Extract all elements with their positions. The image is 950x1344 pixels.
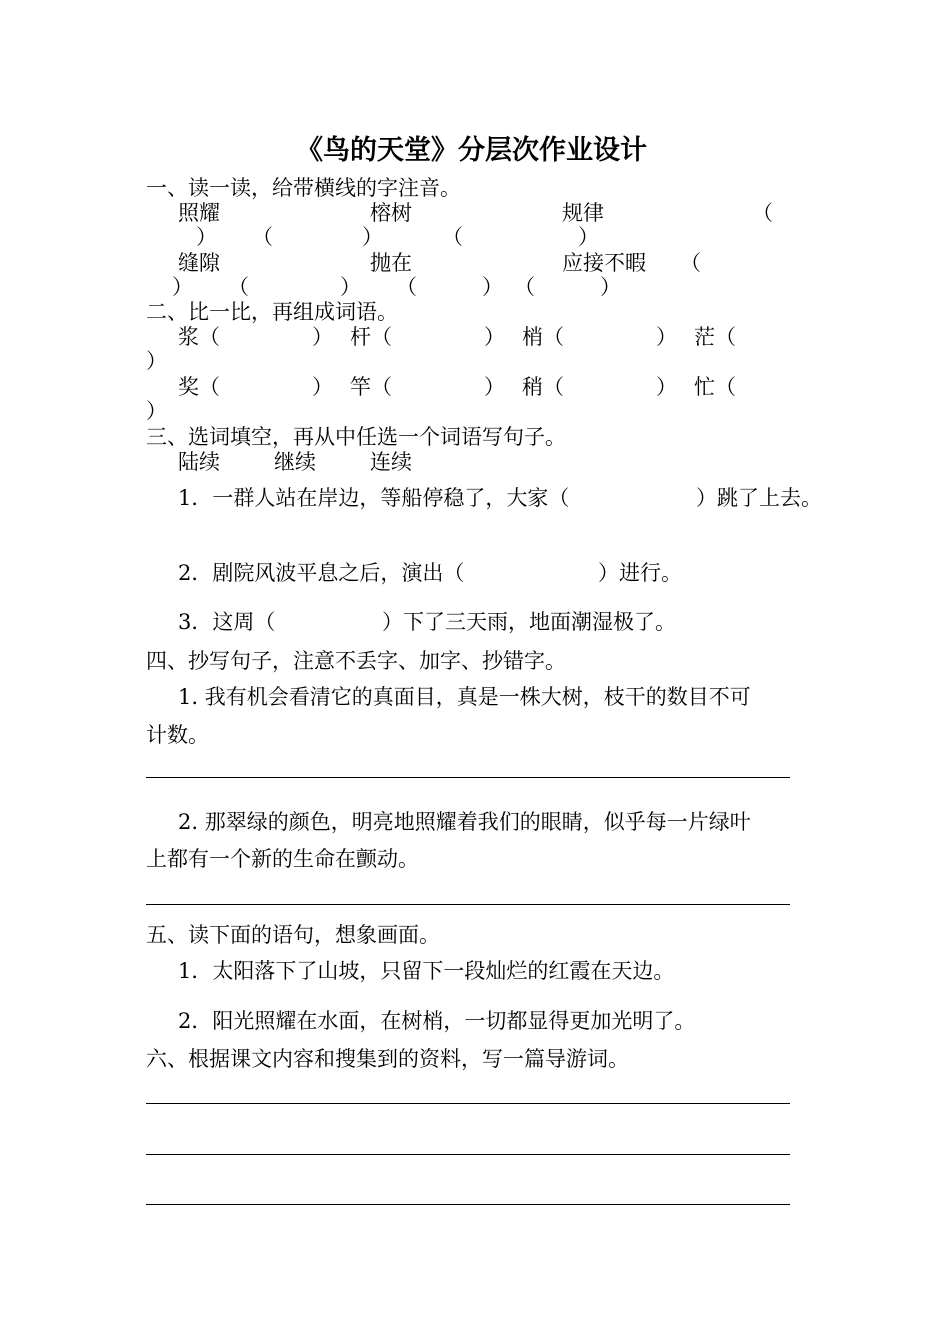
section-1-heading: 一、读一读，给带横线的字注音。 bbox=[146, 176, 461, 200]
word: 抛在 bbox=[370, 251, 412, 275]
choice-word: 连续 bbox=[370, 450, 412, 474]
word: 榕树 bbox=[370, 201, 412, 225]
answer-line[interactable] bbox=[146, 1204, 790, 1205]
sentence: 2．阳光照耀在水面，在树梢，一切都显得更加光明了。 bbox=[178, 1009, 696, 1033]
question-text: 1．一群人站在岸边，等船停稳了，大家（ bbox=[178, 486, 570, 510]
char-item: 浆（ bbox=[178, 325, 220, 349]
paren: （ bbox=[514, 275, 535, 299]
question-text: ）进行。 bbox=[598, 561, 682, 585]
char-item: 杆（ bbox=[350, 325, 392, 349]
paren: ） bbox=[484, 325, 505, 349]
answer-line[interactable] bbox=[146, 1154, 790, 1155]
sentence: 1．太阳落下了山坡，只留下一段灿烂的红霞在天边。 bbox=[178, 959, 675, 983]
section-5-heading: 五、读下面的语句，想象画面。 bbox=[146, 923, 440, 947]
paren: （ bbox=[680, 251, 701, 275]
section-6-heading: 六、根据课文内容和搜集到的资料，写一篇导游词。 bbox=[146, 1047, 629, 1071]
word: 规律 bbox=[562, 201, 604, 225]
paren: ） bbox=[172, 275, 193, 299]
answer-line[interactable] bbox=[146, 904, 790, 905]
question-text: 3．这周（ bbox=[178, 610, 276, 634]
page-title: 《鸟的天堂》分层次作业设计 bbox=[296, 135, 647, 166]
char-item: 茫（ bbox=[694, 325, 736, 349]
paren: （ bbox=[228, 275, 249, 299]
paren: ） bbox=[196, 225, 217, 249]
word: 应接不暇 bbox=[562, 251, 646, 275]
char-item: 竿（ bbox=[350, 375, 392, 399]
paren: ） bbox=[312, 375, 333, 399]
char-item: 奖（ bbox=[178, 375, 220, 399]
word: 缝隙 bbox=[178, 251, 220, 275]
sentence: 2. 那翠绿的颜色，明亮地照耀着我们的眼睛，似乎每一片绿叶 bbox=[178, 810, 751, 834]
answer-line[interactable] bbox=[146, 1103, 790, 1104]
paren: ） bbox=[484, 375, 505, 399]
paren: ） bbox=[362, 225, 383, 249]
sentence: 计数。 bbox=[146, 723, 209, 747]
char-item: 稍（ bbox=[522, 375, 564, 399]
choice-word: 继续 bbox=[274, 450, 316, 474]
section-2-heading: 二、比一比，再组成词语。 bbox=[146, 300, 398, 324]
answer-line[interactable] bbox=[146, 777, 790, 778]
section-3-heading: 三、选词填空，再从中任选一个词语写句子。 bbox=[146, 425, 566, 449]
char-item: 梢（ bbox=[522, 325, 564, 349]
paren: ） bbox=[578, 225, 599, 249]
paren: ） bbox=[312, 325, 333, 349]
paren: ） bbox=[482, 275, 503, 299]
sentence: 上都有一个新的生命在颤动。 bbox=[146, 847, 419, 871]
question-text: ）跳了上去。 bbox=[696, 486, 822, 510]
sentence: 1. 我有机会看清它的真面目，真是一株大树，枝干的数目不可 bbox=[178, 685, 751, 709]
paren: ） bbox=[656, 375, 677, 399]
char-item: 忙（ bbox=[694, 375, 736, 399]
paren: ） bbox=[146, 399, 167, 423]
question-text: ）下了三天雨，地面潮湿极了。 bbox=[382, 610, 676, 634]
choice-word: 陆续 bbox=[178, 450, 220, 474]
paren: （ bbox=[442, 225, 463, 249]
word: 照耀 bbox=[178, 201, 220, 225]
section-4-heading: 四、抄写句子，注意不丢字、加字、抄错字。 bbox=[146, 649, 566, 673]
paren: ） bbox=[600, 275, 621, 299]
paren: （ bbox=[252, 225, 273, 249]
paren: ） bbox=[656, 325, 677, 349]
question-text: 2．剧院风波平息之后，演出（ bbox=[178, 561, 465, 585]
paren: （ bbox=[396, 275, 417, 299]
paren: （ bbox=[752, 201, 773, 225]
paren: ） bbox=[146, 349, 167, 373]
paren: ） bbox=[340, 275, 361, 299]
